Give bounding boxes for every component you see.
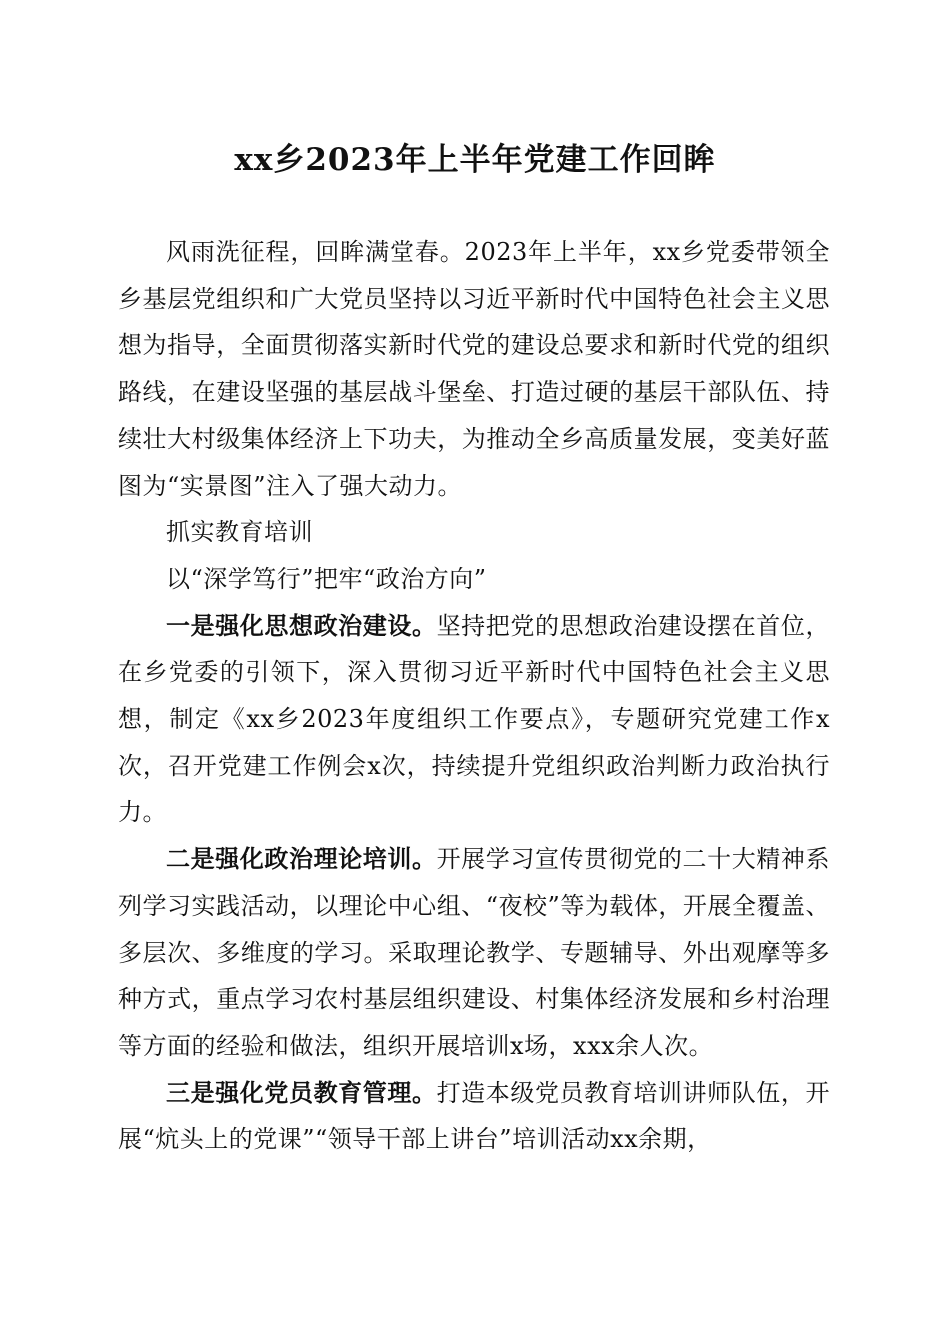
intro-paragraph: 风雨洗征程，回眸满堂春。2023年上半年，xx乡党委带领全乡基层党组织和广大党员坚持以习近平新时代中国特色社会主义思想为指导，全面贯彻落实新时代党的建设总要求和新时代党的组织路线，在建设坚强的基层战斗堡垒、打造过硬的基层干部队伍、持续壮大村级集体经济上下功夫，为推动全乡高质量发展，变美好蓝图为“实景图”注入了强大动力。 xyxy=(118,238,830,500)
document-title: xx乡2023年上半年党建工作回眸 xyxy=(234,142,716,178)
paragraph-text-3: 打造本级党员教育培训讲师队伍，开展“炕头上的党课”“领导干部上讲台”培训活动xx余期， xyxy=(118,1078,831,1154)
body-paragraph-1 xyxy=(118,603,830,837)
paragraph-text-2: 开展学习宣传贯彻党的二十大精神系列学习实践活动，以理论中心组、“夜校”等为载体，开展全覆盖、多层次、多维度的学习。采取理论教学、专题辅导、外出观摩等多种方式，重点学习农村基层组织建设、村集体经济发展和乡村治理等方面的经验和做法，组织开展培训x场，xxx余人次。 xyxy=(118,845,831,1060)
paragraph-lead-1: 一是强化思想政治建设。 xyxy=(166,610,437,640)
paragraph-lead-2: 二是强化政治理论培训。 xyxy=(166,844,437,874)
document-body xyxy=(118,229,830,1163)
body-paragraph-3 xyxy=(118,1070,830,1163)
body-paragraph-2 xyxy=(118,836,830,1070)
paragraph-text-1: 坚持把党的思想政治建设摆在首位，在乡党委的引领下，深入贯彻习近平新时代中国特色社会主义思想，制定《xx乡2023年度组织工作要点》，专题研究党建工作x次，召开党建工作例会x次，持续提升党组织政治判断力政治执行力。 xyxy=(118,611,831,827)
paragraph-lead-3: 三是强化党员教育管理。 xyxy=(166,1077,437,1107)
section-heading: 抓实教育培训 xyxy=(166,518,313,547)
sub-heading: 以“深学笃行”把牢“政治方向” xyxy=(166,564,487,593)
